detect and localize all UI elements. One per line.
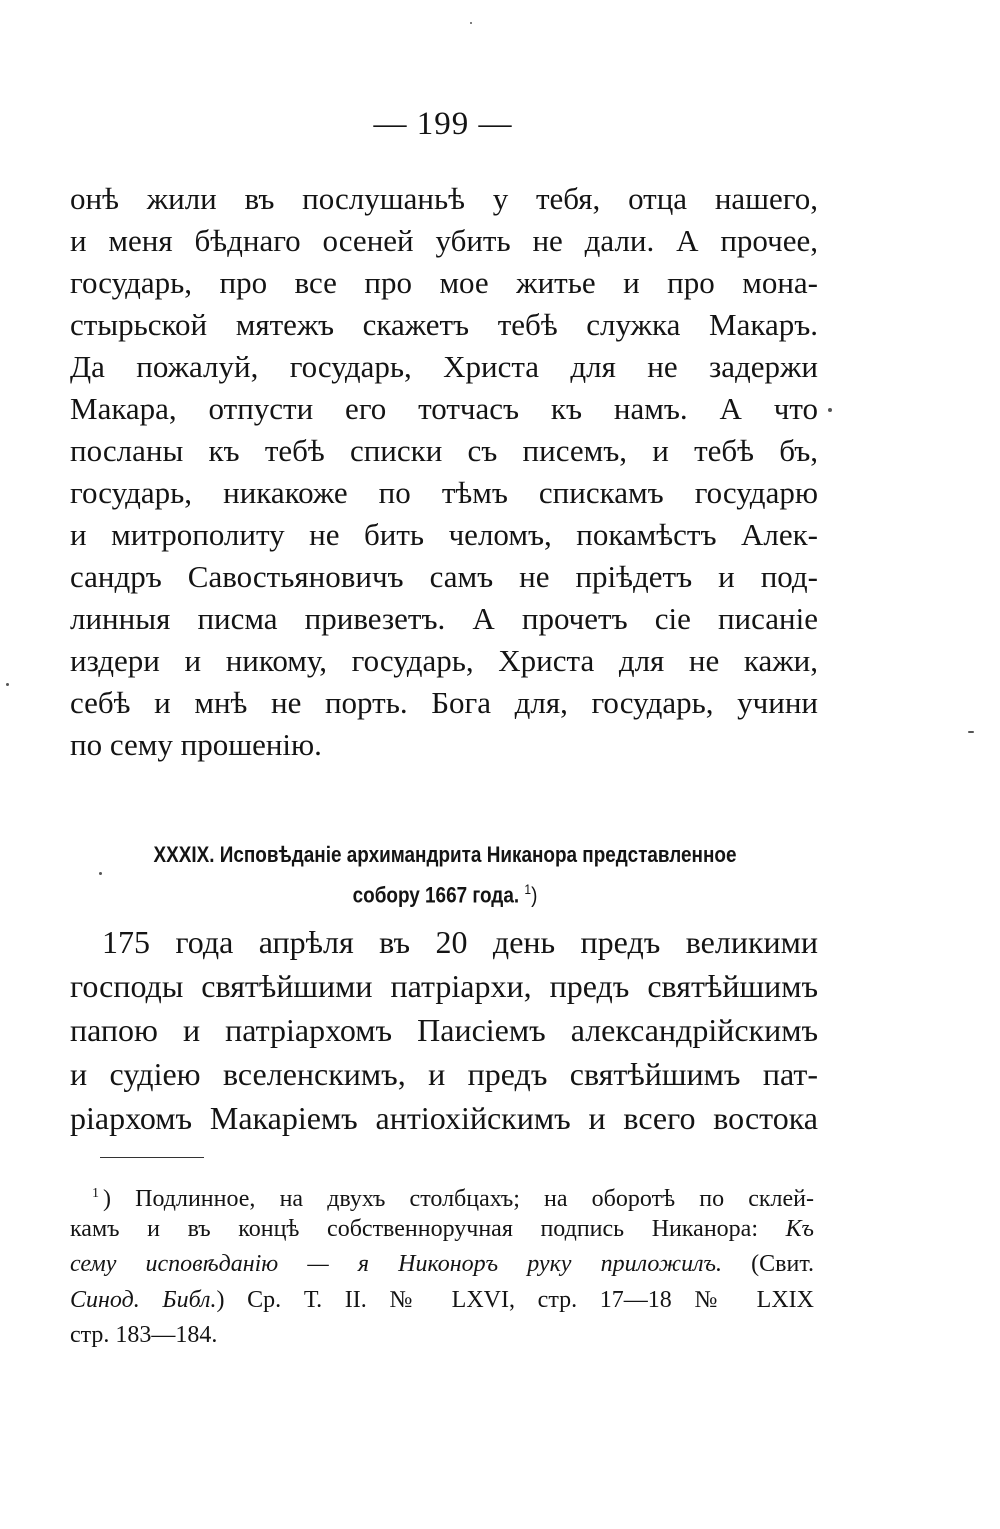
scan-speck <box>470 22 472 24</box>
text-line: государь, про все про мое житье и про мона- <box>70 265 818 300</box>
letter-text <box>70 178 818 766</box>
footnote-divider <box>100 1157 204 1158</box>
section-heading <box>131 838 759 912</box>
text-line: господы святѣйшими патріархи, предъ святѣйшимъ <box>70 968 818 1004</box>
footnote-reference-paren: ) <box>531 882 538 908</box>
text-line: стырьской мятежъ скажетъ тебѣ служка Макаръ. <box>70 307 818 342</box>
text-line: Да пожалуй, государь, Христа для не задержи <box>70 349 818 384</box>
text-line: по сему прошенію. <box>70 727 322 762</box>
section-heading-line <box>131 872 759 912</box>
text-line: папою и патріархомъ Паисіемъ александрійскимъ <box>70 1012 818 1048</box>
text-line: и меня бѣднаго осеней убить не дали. А прочее, <box>70 223 818 258</box>
footnote-line: стр. 183—184. <box>70 1322 218 1348</box>
section-heading-text: собору 1667 года. <box>352 882 520 908</box>
section-heading-line: XXXIX. Исповѣданіе архимандрита Никанора представленное <box>153 842 737 867</box>
text-line: 175 года апрѣля въ 20 день предъ великими <box>102 924 818 960</box>
scan-speck <box>828 408 832 412</box>
text-line: посланы къ тебѣ списки съ писемъ, и тебѣ бъ, <box>70 433 818 468</box>
text-line: и судіею вселенскимъ, и предъ святѣйшимъ пат- <box>70 1056 818 1092</box>
footnote-line: Синод. Библ.) Ср. Т. II. № LXVI, стр. 17—18 № LXIX <box>70 1286 814 1313</box>
scan-speck <box>99 872 102 875</box>
text-line: линныя писма привезетъ. А прочетъ сіе писаніе <box>70 601 818 636</box>
scan-speck <box>968 731 974 733</box>
footnote-line: $^1$ ) Подлинное, на двухъ столбцахъ; на оборотѣ по склей- <box>92 1186 814 1212</box>
text-line: Макара, отпусти его тотчасъ къ намъ. А что <box>70 391 818 426</box>
text-line: и митрополиту не бить челомъ, покамѣстъ Алек- <box>70 517 818 552</box>
text-line: онѣ жили въ послушаньѣ у тебя, отца нашего, <box>70 181 818 216</box>
scan-speck <box>6 683 9 686</box>
text-line: издери и никому, государь, Христа для не кажи, <box>70 643 818 678</box>
footnote <box>70 1176 814 1354</box>
footnote-line: камъ и въ концѣ собственноручная подпись Никанора: Къ <box>70 1215 814 1242</box>
footnote-line: сему исповѣданію — я Никоноръ руку приложилъ. (Свит. <box>70 1251 814 1277</box>
text-line: себѣ и мнѣ не порть. Бога для, государь, учини <box>70 685 818 720</box>
confession-text <box>70 920 818 1140</box>
text-line: сандръ Савостьяновичъ самъ не пріѣдетъ и под- <box>70 559 818 594</box>
text-line: государь, никакоже по тѣмъ спискамъ государю <box>70 475 818 510</box>
page-number: — 199 — <box>373 106 513 142</box>
footnote-reference: 1 <box>524 881 532 897</box>
text-line: ріархомъ Макаріемъ антіохійскимъ и всего востока <box>70 1100 818 1136</box>
footnote-marker: 1 <box>92 1186 99 1201</box>
